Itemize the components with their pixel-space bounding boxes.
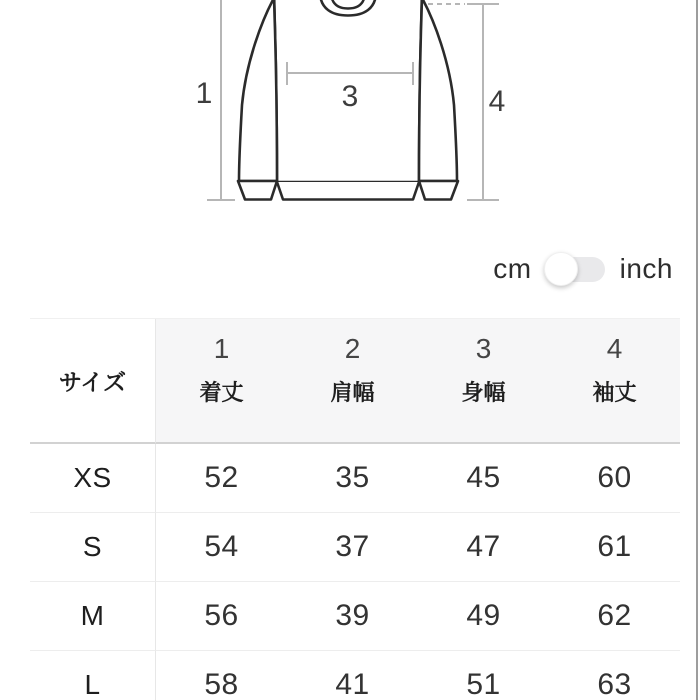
sweater-left-cuff [238, 181, 277, 200]
inch-label: inch [619, 253, 673, 284]
measure-label-3: 3 [341, 80, 359, 113]
size-column-header: サイズ [30, 319, 156, 444]
sweater-right-cuff [419, 181, 458, 200]
column-header-length [156, 319, 287, 444]
scrollbar[interactable] [696, 0, 698, 700]
value-cell: 58 [156, 651, 287, 700]
value-cell: 61 [549, 513, 680, 582]
value-cell: 39 [287, 582, 418, 651]
cm-label: cm [493, 253, 532, 284]
value-cell: 63 [549, 651, 680, 700]
value-cell: 35 [287, 444, 418, 513]
column-label: 袖丈 [592, 380, 637, 405]
value-cell: 56 [156, 582, 287, 651]
column-number: 3 [475, 333, 492, 364]
unit-switcher [493, 251, 673, 287]
column-label: 身幅 [461, 380, 506, 405]
value-cell: 45 [418, 444, 549, 513]
column-header-body-width [418, 319, 549, 444]
value-cell: 60 [549, 444, 680, 513]
value-cell: 37 [287, 513, 418, 582]
value-cell: 49 [418, 582, 549, 651]
column-number: 1 [213, 333, 230, 364]
size-table [30, 318, 680, 700]
size-cell: S [30, 513, 156, 582]
column-label: 肩幅 [330, 380, 375, 405]
sweater-hem-band [277, 182, 419, 200]
column-label: 着丈 [199, 380, 244, 405]
column-number: 2 [344, 333, 361, 364]
column-header-sleeve [549, 319, 680, 444]
value-cell: 47 [418, 513, 549, 582]
size-cell: M [30, 582, 156, 651]
sweater-left-sleeve [239, 0, 277, 181]
value-cell: 54 [156, 513, 287, 582]
garment-diagram [0, 0, 700, 212]
size-cell: L [30, 651, 156, 700]
value-cell: 51 [418, 651, 549, 700]
value-cell: 62 [549, 582, 680, 651]
column-header-shoulder [287, 319, 418, 444]
toggle-knob[interactable] [544, 252, 578, 286]
measure-label-1: 1 [195, 77, 213, 110]
size-cell: XS [30, 444, 156, 513]
value-cell: 41 [287, 651, 418, 700]
sweater-right-sleeve [419, 0, 457, 181]
value-cell: 52 [156, 444, 287, 513]
column-number: 4 [606, 333, 623, 364]
measure-label-4: 4 [488, 85, 506, 118]
unit-toggle[interactable] [547, 257, 605, 282]
